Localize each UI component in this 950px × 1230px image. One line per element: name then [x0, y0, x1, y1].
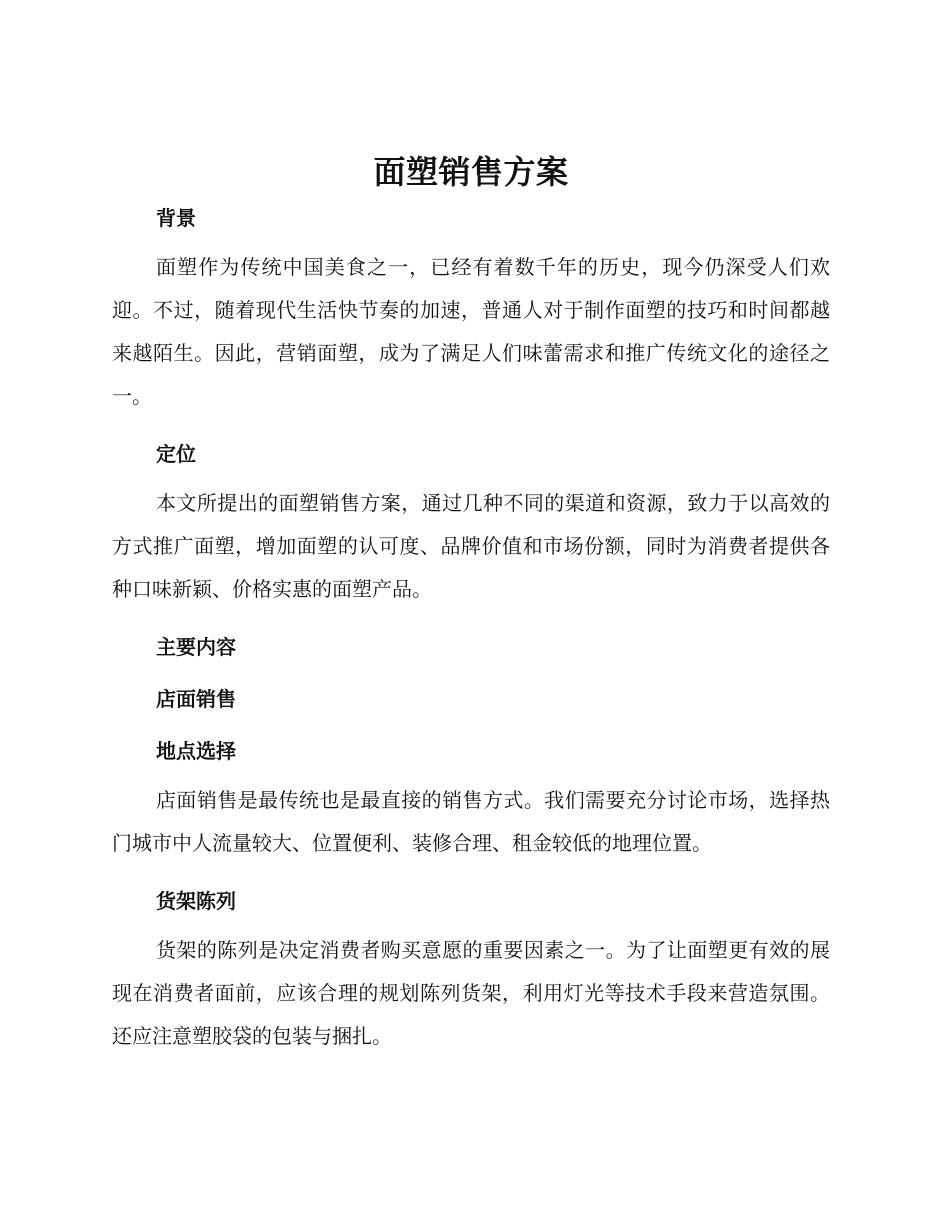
paragraph-shelf-display: 货架的陈列是决定消费者购买意愿的重要因素之一。为了让面塑更有效的展现在消费者面前，应该合理的规划陈列货架，利用灯光等技术手段来营造氛围。还应注意塑胶袋的包装与捆扎。 — [112, 938, 830, 1048]
paragraph-background: 面塑作为传统中国美食之一，已经有着数千年的历史，现今仍深受人们欢迎。不过，随着现代生活快节奏的加速，普通人对于制作面塑的技巧和时间都越来越陌生。因此，营销面塑，成为了满足人们味蕾需求和推广传统文化的途径之一。 — [112, 255, 830, 408]
section-heading-store-sales: 店面销售 — [156, 687, 236, 711]
document-title: 面塑销售方案 — [373, 153, 569, 191]
section-heading-location: 地点选择 — [156, 739, 236, 763]
paragraph-positioning: 本文所提出的面塑销售方案，通过几种不同的渠道和资源，致力于以高效的方式推广面塑，增加面塑的认可度、品牌价值和市场份额，同时为消费者提供各种口味新颖、价格实惠的面塑产品。 — [112, 491, 830, 601]
section-heading-main-content: 主要内容 — [156, 635, 236, 659]
paragraph-location: 店面销售是最传统也是最直接的销售方式。我们需要充分讨论市场，选择热门城市中人流量较大、位置便利、装修合理、租金较低的地理位置。 — [112, 788, 830, 855]
section-heading-positioning: 定位 — [156, 442, 196, 466]
section-heading-background: 背景 — [156, 206, 196, 230]
document-content — [112, 146, 830, 1058]
section-heading-shelf-display: 货架陈列 — [156, 889, 236, 913]
